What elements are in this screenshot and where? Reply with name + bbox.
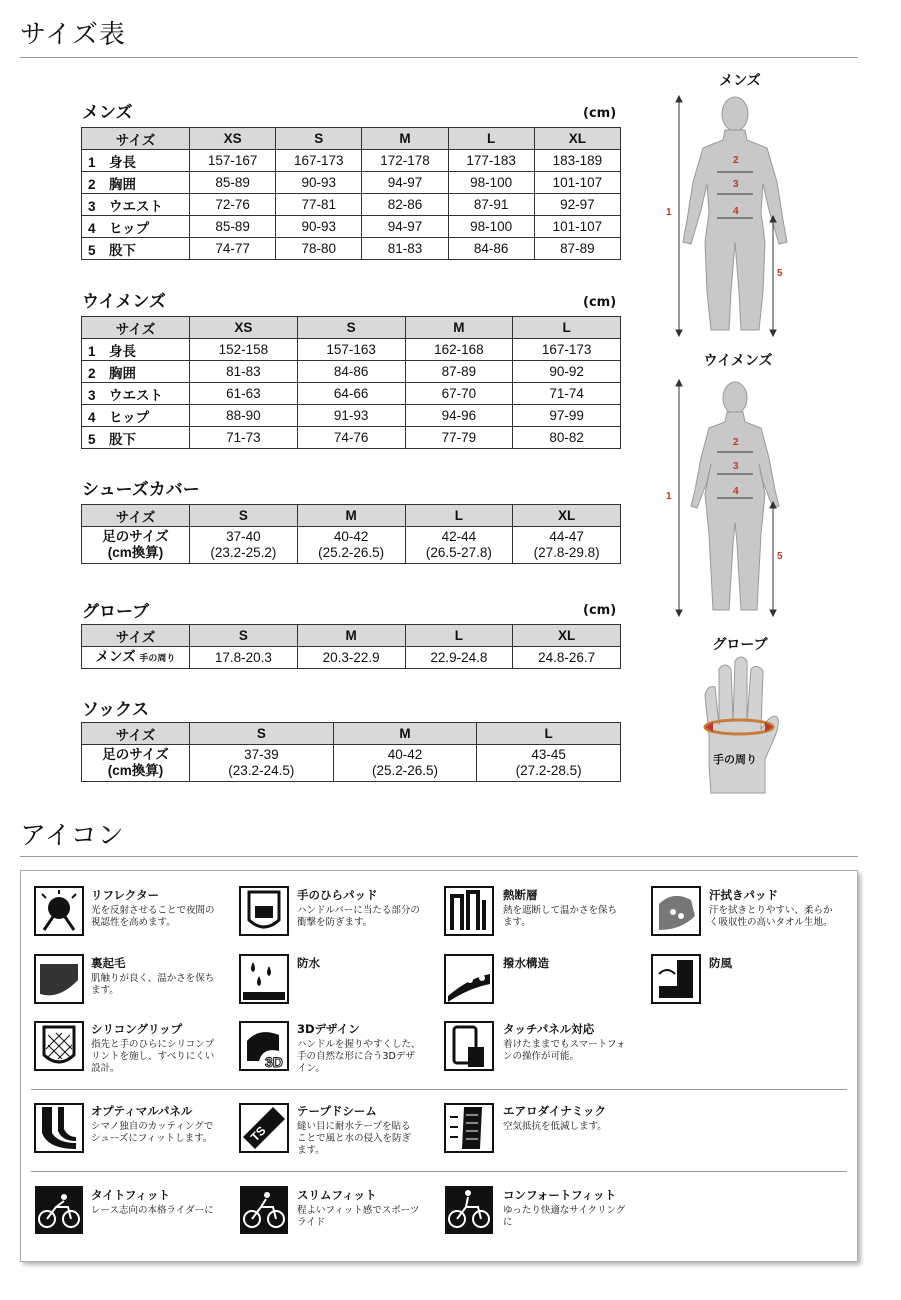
table-row [82,216,621,238]
header-cell: XL [513,505,621,527]
reflector-icon [34,886,84,936]
mens-body-figure [655,92,805,342]
header-cell: M [297,625,405,647]
cell: 97-99 [513,405,621,427]
desc-line: ハンドルバーに当たる部分の [297,905,420,916]
cell: 64-66 [297,383,405,405]
cell: 162-168 [405,339,513,361]
table-header-row [82,723,621,745]
cell-line: (27.8-29.8) [533,545,600,560]
womens-heading: ウイメンズ [82,292,166,312]
cell: 94-96 [405,405,513,427]
icon-desc [91,1039,241,1075]
cell: 87-91 [448,194,534,216]
header-cell: L [477,723,621,745]
cell: 61-63 [190,383,298,405]
cell: 91-93 [297,405,405,427]
cell: 92-97 [534,194,620,216]
thermal-layer-icon [444,886,494,936]
icon-title: オプティマルパネル [91,1104,193,1118]
row-label-main: メンズ [95,649,136,664]
measure-num-4: 4 [733,486,739,497]
cell-line: 40-42 [333,529,369,544]
womens-figure-label: ウイメンズ [703,353,773,369]
table-row [82,745,621,782]
label-line: (cm換算) [107,545,164,560]
cell: 183-189 [534,150,620,172]
mens-unit: (cm) [583,106,617,121]
desc-line: レース志向の本格ライダーに [91,1205,214,1216]
cell: 85-89 [190,172,276,194]
header-cell: L [405,625,513,647]
icon-title: スリムフィット [297,1188,377,1202]
icon-title: タッチパネル対応 [503,1022,595,1036]
row-label: 4 ヒップ [82,216,190,238]
socks-size-table [81,722,621,782]
icon-desc [297,1205,447,1229]
row-label: 3 ウエスト [82,194,190,216]
icon-title: テープドシーム [297,1104,377,1118]
desc-line: ます。 [91,985,119,996]
taped-seam-icon [239,1103,289,1153]
row-label [82,647,190,669]
cell [333,745,477,782]
cell: 82-86 [362,194,448,216]
icon-title: 3Dデザイン [297,1022,360,1036]
header-cell: L [448,128,534,150]
cell: 94-97 [362,172,448,194]
measure-num-2: 2 [733,155,739,166]
header-cell: サイズ [82,505,190,527]
cell: 87-89 [405,361,513,383]
icon-desc [91,1121,241,1145]
cell: 88-90 [190,405,298,427]
cell: 101-107 [534,216,620,238]
cell: 22.9-24.8 [405,647,513,669]
row-label [82,745,190,782]
glove-figure-label: グローブ [712,637,768,653]
3d-design-icon [239,1021,289,1071]
table-row [82,150,621,172]
cell: 77-81 [276,194,362,216]
cell: 78-80 [276,238,362,260]
cell: 84-86 [297,361,405,383]
cell [405,527,513,564]
icon-desc [709,905,859,929]
row-label: 1 身長 [82,150,190,172]
icon-title: 汗拭きパッド [709,888,778,902]
shoecover-heading: シューズカバー [82,480,200,500]
water-repellent-icon [444,954,494,1004]
header-cell: S [190,723,334,745]
cell [477,745,621,782]
cell-line: (25.2-26.5) [371,763,438,778]
cell: 101-107 [534,172,620,194]
table-row [82,238,621,260]
desc-line: リントを施し、すべりにくい [91,1051,215,1062]
cell: 71-73 [190,427,298,449]
desc-line: く吸収性の高いタオル生地。 [709,917,833,928]
glove-size-table [81,624,621,669]
cell-line: 37-39 [244,747,279,762]
cell-line: 42-44 [441,529,477,544]
table-row [82,194,621,216]
brushed-fleece-icon [34,954,84,1004]
three-d-glyph: 3D [265,1054,283,1070]
desc-line: 設計。 [91,1063,120,1074]
page-title: サイズ表 [20,20,126,50]
cell: 87-89 [534,238,620,260]
shoecover-size-table [81,504,621,564]
icon-desc [503,1205,653,1229]
cell: 80-82 [513,427,621,449]
cell [513,527,621,564]
measure-num-4: 4 [733,206,739,217]
header-cell: M [362,128,448,150]
cell: 84-86 [448,238,534,260]
header-cell: M [333,723,477,745]
icon-desc [91,1205,241,1217]
label-line: 足のサイズ [102,747,169,762]
cell: 72-76 [190,194,276,216]
label-line: 足のサイズ [102,529,169,544]
cell: 67-70 [405,383,513,405]
desc-line: 着けたままでもスマートフォ [503,1039,626,1050]
glove-hand-figure [695,655,785,795]
icon-title: コンフォートフィット [503,1188,617,1202]
mens-heading: メンズ [82,103,133,123]
glove-caption: 手の周り [713,753,757,766]
cell: 98-100 [448,172,534,194]
icon-divider [31,1089,847,1090]
icon-desc [503,1039,653,1063]
cell: 24.8-26.7 [513,647,621,669]
cell: 90-93 [276,172,362,194]
measure-num-3: 3 [733,179,739,190]
cell: 20.3-22.9 [297,647,405,669]
desc-line: 手の自然な形に合う3Dデザ [297,1051,415,1062]
table-row [82,647,621,669]
icon-desc [91,905,241,929]
icon-title: 撥水構造 [503,956,549,970]
desc-line: シューズにフィットします。 [91,1133,213,1144]
desc-line: ゆったり快適なサイクリング [503,1205,626,1216]
header-cell: XS [190,128,276,150]
desc-line: 肌触りが良く、温かさを保ち [91,973,215,984]
icon-desc [91,973,241,997]
cell [190,527,298,564]
header-cell: XL [534,128,620,150]
desc-line: シマノ独自のカッティングで [91,1121,214,1132]
icon-title: エアロダイナミック [503,1104,607,1118]
cell: 98-100 [448,216,534,238]
desc-line: ライド [297,1217,326,1228]
row-label: 2 胸囲 [82,172,190,194]
cell-line: 40-42 [387,747,423,762]
icon-desc [297,905,447,929]
table-row [82,405,621,427]
table-row [82,527,621,564]
cell: 167-173 [276,150,362,172]
table-header-row [82,317,621,339]
header-cell: S [190,505,298,527]
table-row [82,427,621,449]
header-cell: XL [513,625,621,647]
desc-line: ことで風と水の侵入を防ぎ [297,1133,412,1144]
measure-num-5: 5 [777,268,783,279]
cell: 74-77 [190,238,276,260]
cell: 77-79 [405,427,513,449]
icon-title: 手のひらパッド [297,888,378,902]
measure-num-1: 1 [666,491,672,502]
windproof-icon [651,954,701,1004]
desc-line: イン。 [297,1063,325,1074]
cell [297,527,405,564]
aerodynamic-icon [444,1103,494,1153]
cell-line: 44-47 [549,529,584,544]
icon-title: シリコングリップ [91,1022,183,1036]
cell: 157-163 [297,339,405,361]
desc-line: 衝撃を防ぎます。 [297,917,373,928]
cell: 17.8-20.3 [190,647,298,669]
desc-line: 縫い目に耐水テープを貼る [297,1121,411,1132]
icon-title: リフレクター [91,888,160,902]
cell-line: 37-40 [226,529,261,544]
cell-line: (23.2-25.2) [210,545,277,560]
desc-line: 光を反射させることで夜間の [91,905,215,916]
header-cell: L [405,505,513,527]
cell-line: 43-45 [531,747,566,762]
row-label-sub: 手の周り [139,653,176,663]
mens-size-table [81,127,621,260]
womens-unit: (cm) [583,295,617,310]
slim-fit-icon [239,1185,289,1235]
header-cell: XS [190,317,298,339]
silicone-grip-icon [34,1021,84,1071]
table-header-row [82,128,621,150]
table-row [82,361,621,383]
header-cell: S [276,128,362,150]
desc-line: 空気抵抗を低減します。 [503,1121,607,1132]
desc-line: 汗を拭きとりやすい、柔らか [709,905,833,916]
cell: 90-93 [276,216,362,238]
cell: 172-178 [362,150,448,172]
desc-line: ます。 [503,917,531,928]
desc-line: 視認性を高めます。 [91,917,176,928]
row-label: 5 股下 [82,238,190,260]
desc-line: ハンドルを握りやすくした、 [297,1039,421,1050]
table-header-row [82,625,621,647]
desc-line: 指先と手のひらにシリコンプ [91,1039,215,1050]
cell: 152-158 [190,339,298,361]
desc-line: 程よいフィット感でスポーツ [297,1205,420,1216]
header-cell: S [190,625,298,647]
cell-line: (25.2-26.5) [318,545,385,560]
socks-heading: ソックス [82,700,149,720]
icon-desc [297,1121,447,1157]
icon-desc [503,905,653,929]
cell [190,745,334,782]
desc-line: に [503,1217,513,1228]
row-label: 4 ヒップ [82,405,190,427]
table-row [82,383,621,405]
optimal-panel-icon [34,1103,84,1153]
womens-body-figure [655,374,805,619]
desc-line: ンの操作が可能。 [503,1051,580,1062]
womens-size-table [81,316,621,449]
cell: 157-167 [190,150,276,172]
measure-num-3: 3 [733,461,739,472]
table-row [82,172,621,194]
header-cell: L [513,317,621,339]
row-label: 3 ウエスト [82,383,190,405]
cell: 177-183 [448,150,534,172]
sweat-pad-icon [651,886,701,936]
cell-line: (27.2-28.5) [515,763,582,778]
icon-title: 防水 [297,956,320,970]
table-header-row [82,505,621,527]
cell: 94-97 [362,216,448,238]
table-row [82,339,621,361]
desc-line: 熱を遮断して温かさを保ち [503,905,618,916]
row-label: 2 胸囲 [82,361,190,383]
measure-num-2: 2 [733,437,739,448]
icon-title: 裏起毛 [91,956,126,970]
icons-divider [20,856,858,857]
glove-heading: グローブ [82,602,150,622]
ts-glyph: TS [247,1123,269,1145]
cell: 167-173 [513,339,621,361]
icon-desc [297,1039,447,1075]
header-cell: M [405,317,513,339]
header-cell: M [297,505,405,527]
row-label: 1 身長 [82,339,190,361]
cell-line: (26.5-27.8) [425,545,492,560]
header-cell: サイズ [82,317,190,339]
comfort-fit-icon [444,1185,494,1235]
cell: 81-83 [190,361,298,383]
measure-num-1: 1 [666,207,672,218]
header-cell: サイズ [82,128,190,150]
icon-divider [31,1171,847,1172]
tight-fit-icon [34,1185,84,1235]
row-label [82,527,190,564]
cell: 90-92 [513,361,621,383]
header-cell: サイズ [82,723,190,745]
icon-title: 防風 [709,956,732,970]
header-cell: サイズ [82,625,190,647]
title-divider [20,57,858,58]
mens-figure-label: メンズ [719,73,761,89]
cell: 71-74 [513,383,621,405]
glove-unit: (cm) [583,603,617,618]
measure-num-5: 5 [777,551,783,562]
touch-panel-icon [444,1021,494,1071]
icon-title: 熱断層 [503,888,538,902]
icon-legend-panel [20,870,858,1262]
cell: 74-76 [297,427,405,449]
palm-pad-icon [239,886,289,936]
cell: 85-89 [190,216,276,238]
cell: 81-83 [362,238,448,260]
icons-title: アイコン [20,821,125,851]
icon-title: タイトフィット [91,1188,171,1202]
label-line: (cm換算) [107,763,164,778]
row-label: 5 股下 [82,427,190,449]
desc-line: ます。 [297,1145,325,1156]
cell-line: (23.2-24.5) [228,763,295,778]
icon-desc [503,1121,653,1133]
waterproof-icon [239,954,289,1004]
header-cell: S [297,317,405,339]
